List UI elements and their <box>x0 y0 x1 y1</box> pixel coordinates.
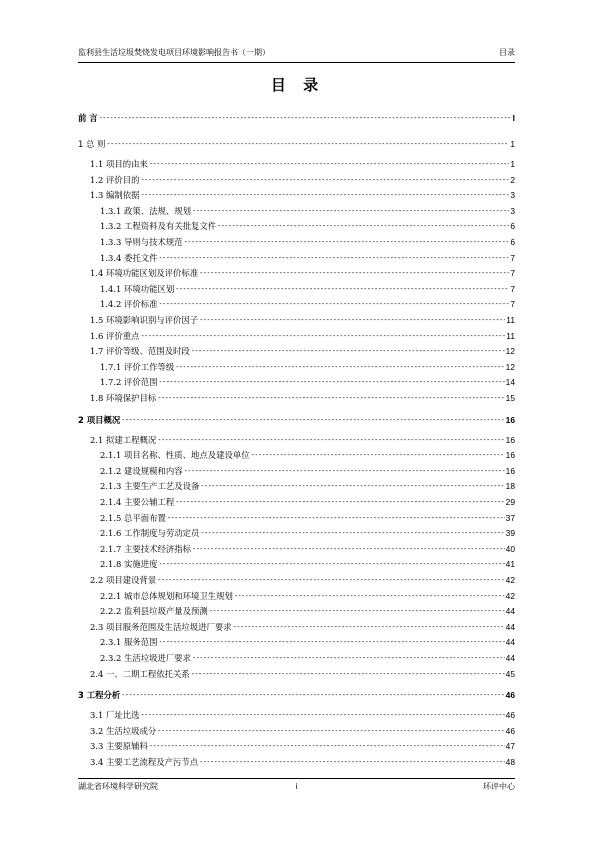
toc-entry-page: 46 <box>505 725 515 736</box>
toc-entry-label: 3.3 主要原辅料 <box>90 741 148 752</box>
toc-leader-dashes <box>192 653 505 664</box>
toc-leader-dashes <box>167 513 505 524</box>
toc-entry-label: 1.8 环境保护目标 <box>90 393 157 403</box>
toc-entry[interactable] <box>78 604 515 617</box>
toc-leader-dashes <box>175 284 509 295</box>
toc-leader-dashes <box>158 637 504 648</box>
toc-entry-page: 2 <box>510 174 515 185</box>
toc-entry[interactable] <box>78 111 515 124</box>
toc-leader-dashes <box>149 741 505 752</box>
toc-entry[interactable] <box>78 495 515 508</box>
toc-entry-label: 2.3.2 生活垃圾进厂要求 <box>100 653 191 663</box>
toc-entry[interactable] <box>78 573 515 586</box>
toc-entry-page: 29 <box>505 497 515 507</box>
toc-entry[interactable] <box>78 329 515 342</box>
header-doc-title: 监利县生活垃圾焚烧发电项目环境影响报告书（一期） <box>78 48 270 57</box>
page-header <box>78 44 515 63</box>
toc-entry-page: 11 <box>506 315 515 325</box>
toc-entry-label: 2.2.1 城市总体规划和环境卫生规划 <box>100 590 233 601</box>
toc-entry[interactable] <box>78 739 515 752</box>
toc-entry[interactable] <box>78 433 515 446</box>
toc-entry-label: 1.3 编制依据 <box>90 190 140 201</box>
toc-entry-page: 1 <box>510 159 515 169</box>
toc-entry-label: 2.1 拟建工程概况 <box>90 434 157 445</box>
toc-entry-page: 16 <box>505 434 515 445</box>
toc-entry[interactable] <box>78 188 515 201</box>
toc-entry[interactable] <box>78 173 515 186</box>
toc-entry-page: 44 <box>505 653 515 663</box>
toc-entry[interactable] <box>78 297 515 310</box>
toc-entry-page: 16 <box>505 450 515 461</box>
toc-entry-page: 44 <box>505 621 515 632</box>
toc-entry-page: 46 <box>505 690 515 701</box>
toc-entry-label: 1.7 评价等级、范围及时段 <box>90 346 190 357</box>
toc-entry-page: 12 <box>505 361 515 372</box>
toc-entry-page: 15 <box>505 393 515 403</box>
toc-leader-dashes <box>234 591 505 602</box>
toc-entry-page: I <box>512 113 515 123</box>
toc-entry-label: 2.2 项目建设背景 <box>90 575 157 585</box>
toc-entry-page: 44 <box>505 606 515 617</box>
toc-entry-label: 1.4 环境功能区划及评价标准 <box>90 268 199 279</box>
toc-entry[interactable] <box>78 511 515 524</box>
toc-leader-dashes <box>184 237 510 248</box>
toc-entry[interactable] <box>78 204 515 217</box>
toc-entry[interactable] <box>78 360 515 373</box>
toc-entry-label: 2.4 一、二期工程依托关系 <box>90 668 190 679</box>
toc-entry-label: 2 项目概况 <box>78 414 121 425</box>
toc-leader-dashes <box>140 710 504 721</box>
toc-entry[interactable] <box>78 448 515 461</box>
toc-leader-dashes <box>251 450 505 461</box>
toc-entry-page: 7 <box>510 299 515 310</box>
toc-leader-dashes <box>175 362 504 373</box>
page-footer <box>78 778 515 795</box>
toc-entry-label: 2.1.4 主要公辅工程 <box>100 497 175 507</box>
toc-entry[interactable] <box>78 235 515 248</box>
toc-entry-label: 1.2 评价目的 <box>90 174 140 185</box>
toc-leader-dashes <box>158 377 504 388</box>
toc-entry-label: 3.4 主要工艺流程及产污节点 <box>90 757 199 767</box>
toc-leader-dashes <box>157 393 504 404</box>
toc-leader-dashes <box>140 331 505 342</box>
toc-entry-label: 1.7.2 评价范围 <box>100 377 158 388</box>
footer-org: 湖北省环境科学研究院 <box>78 782 158 791</box>
toc-entry-label: 3.2 生活垃圾成分 <box>90 725 157 736</box>
toc-leader-dashes <box>158 559 504 570</box>
toc-entry-label: 1.3.3 导则与技术规范 <box>100 237 183 247</box>
footer-dept: 环评中心 <box>483 782 515 791</box>
toc-entry-label: 2.3 项目服务范围及生活垃圾进厂要求 <box>90 621 232 632</box>
toc-entry[interactable] <box>78 708 515 721</box>
toc-entry-label: 1.1 项目的由来 <box>90 159 148 169</box>
toc-leader-dashes <box>106 139 509 150</box>
toc-entry[interactable] <box>78 137 515 150</box>
toc-leader-dashes <box>140 190 509 201</box>
toc-entry-page: 47 <box>505 741 515 752</box>
toc-entry-label: 3.1 厂址比选 <box>90 710 140 721</box>
footer-page-number: i <box>295 782 298 791</box>
toc-entry[interactable] <box>78 464 515 477</box>
toc-entry-page: 46 <box>505 710 515 721</box>
toc-entry-page: 6 <box>510 237 515 247</box>
toc-entry[interactable] <box>78 391 515 404</box>
toc-leader-dashes <box>121 690 504 701</box>
toc-entry[interactable] <box>78 542 515 555</box>
toc-leader-dashes <box>199 757 505 768</box>
toc-entry-label: 1.4.2 评价标准 <box>100 299 158 310</box>
toc-entry-page: 7 <box>510 252 515 263</box>
toc-leader-dashes <box>140 175 509 186</box>
toc-entry-label: 前 言 <box>78 113 98 123</box>
toc-entry[interactable] <box>78 413 515 426</box>
toc-entry[interactable] <box>78 375 515 388</box>
toc-leader-dashes <box>158 299 509 310</box>
toc-entry-page: 39 <box>505 528 515 539</box>
toc-entry-label: 2.1.5 总平面布置 <box>100 512 166 523</box>
toc-entry[interactable] <box>78 724 515 737</box>
header-section: 目录 <box>499 48 515 57</box>
toc-entry-page: 7 <box>510 268 515 279</box>
toc-leader-dashes <box>157 575 504 586</box>
toc-entry[interactable] <box>78 282 515 295</box>
toc-entry-page: 11 <box>506 330 515 341</box>
toc-entry-label: 2.1.2 建设规模和内容 <box>100 465 183 476</box>
toc-entry-page: 14 <box>505 377 515 388</box>
toc-entry-label: 1.6 评价重点 <box>90 330 140 341</box>
toc-entry-page: 42 <box>505 575 515 585</box>
toc-entry-label: 2.2.2 监利县垃圾产量及预测 <box>100 606 208 617</box>
toc-entry-label: 2.1.1 项目名称、性质、地点及建设单位 <box>100 450 250 461</box>
toc-entry-page: 45 <box>505 668 515 679</box>
toc-entry-label: 1.5 环境影响识别与评价因子 <box>90 315 199 325</box>
toc-entry-label: 1.3.2 工程资料及有关批复文件 <box>100 221 217 232</box>
toc-entry[interactable] <box>78 688 515 701</box>
toc-entry-page: 7 <box>510 283 515 294</box>
toc-leader-dashes <box>184 466 505 477</box>
toc-entry-label: 1.7.1 评价工作等级 <box>100 361 175 372</box>
toc-leader-dashes <box>200 481 504 492</box>
toc-entry-page: 3 <box>510 190 515 201</box>
toc-entry[interactable] <box>78 251 515 264</box>
toc-entry-label: 2.1.6 工作制度与劳动定员 <box>100 528 200 539</box>
toc-entry-label: 1.4.1 环境功能区划 <box>100 283 175 294</box>
toc-entry-label: 2.1.3 主要生产工艺及设备 <box>100 481 200 492</box>
toc-entry[interactable] <box>78 219 515 232</box>
toc-leader-dashes <box>192 206 509 217</box>
toc-entry-page: 48 <box>505 757 515 767</box>
toc-leader-dashes <box>157 435 504 446</box>
toc-entry-page: 3 <box>510 205 515 216</box>
toc-entry[interactable] <box>78 479 515 492</box>
toc-leader-dashes <box>121 415 504 426</box>
toc-leader-dashes <box>158 253 509 264</box>
toc-entry-page: 44 <box>505 637 515 648</box>
toc-entry[interactable] <box>78 526 515 539</box>
toc-leader-dashes <box>157 726 504 737</box>
toc-entry[interactable] <box>78 344 515 357</box>
toc-entry-page: 37 <box>505 512 515 523</box>
toc-entry-label: 1 总 则 <box>78 139 106 149</box>
toc-entry[interactable] <box>78 755 515 768</box>
toc-leader-dashes <box>99 113 512 124</box>
toc-entry-label: 2.1.7 主要技术经济指标 <box>100 543 191 554</box>
toc-entry[interactable] <box>78 667 515 680</box>
toc-entry-page: 42 <box>505 590 515 601</box>
toc-entry-label: 1.3.4 委托文件 <box>100 252 158 263</box>
toc-entry[interactable] <box>78 313 515 326</box>
toc-entry[interactable] <box>78 557 515 570</box>
toc-leader-dashes <box>149 159 509 170</box>
toc-entry-label: 3 工程分析 <box>78 690 121 701</box>
toc-leader-dashes <box>233 622 505 633</box>
toc-leader-dashes <box>175 497 504 508</box>
toc-entry-page: 1 <box>510 139 515 149</box>
toc-leader-dashes <box>192 544 505 555</box>
toc-leader-dashes <box>191 346 505 357</box>
toc-leader-dashes <box>209 606 505 617</box>
toc-leader-dashes <box>200 528 504 539</box>
toc-entry-page: 18 <box>505 481 515 492</box>
toc-entry[interactable] <box>78 635 515 648</box>
toc-entry-page: 12 <box>505 346 515 357</box>
toc-entry[interactable] <box>78 651 515 664</box>
toc-leader-dashes <box>217 221 509 232</box>
toc-leader-dashes <box>199 315 505 326</box>
toc-entry-page: 16 <box>505 465 515 476</box>
toc-entry[interactable] <box>78 589 515 602</box>
toc-entry-label: 2.3.1 服务范围 <box>100 637 158 648</box>
toc-leader-dashes <box>191 669 505 680</box>
toc-entry-label: 2.1.8 实施进度 <box>100 559 158 570</box>
toc-entry-page: 6 <box>510 221 515 232</box>
toc-entry[interactable] <box>78 620 515 633</box>
toc-entry-page: 40 <box>505 543 515 554</box>
toc-entry-page: 41 <box>505 559 515 570</box>
toc-entry[interactable] <box>78 266 515 279</box>
toc-entry[interactable] <box>78 157 515 170</box>
page-title: 目 录 <box>270 76 325 94</box>
toc-leader-dashes <box>199 268 509 279</box>
toc-entry-page: 16 <box>505 414 515 425</box>
toc-entry-label: 1.3.1 政策、法规、规划 <box>100 205 191 216</box>
